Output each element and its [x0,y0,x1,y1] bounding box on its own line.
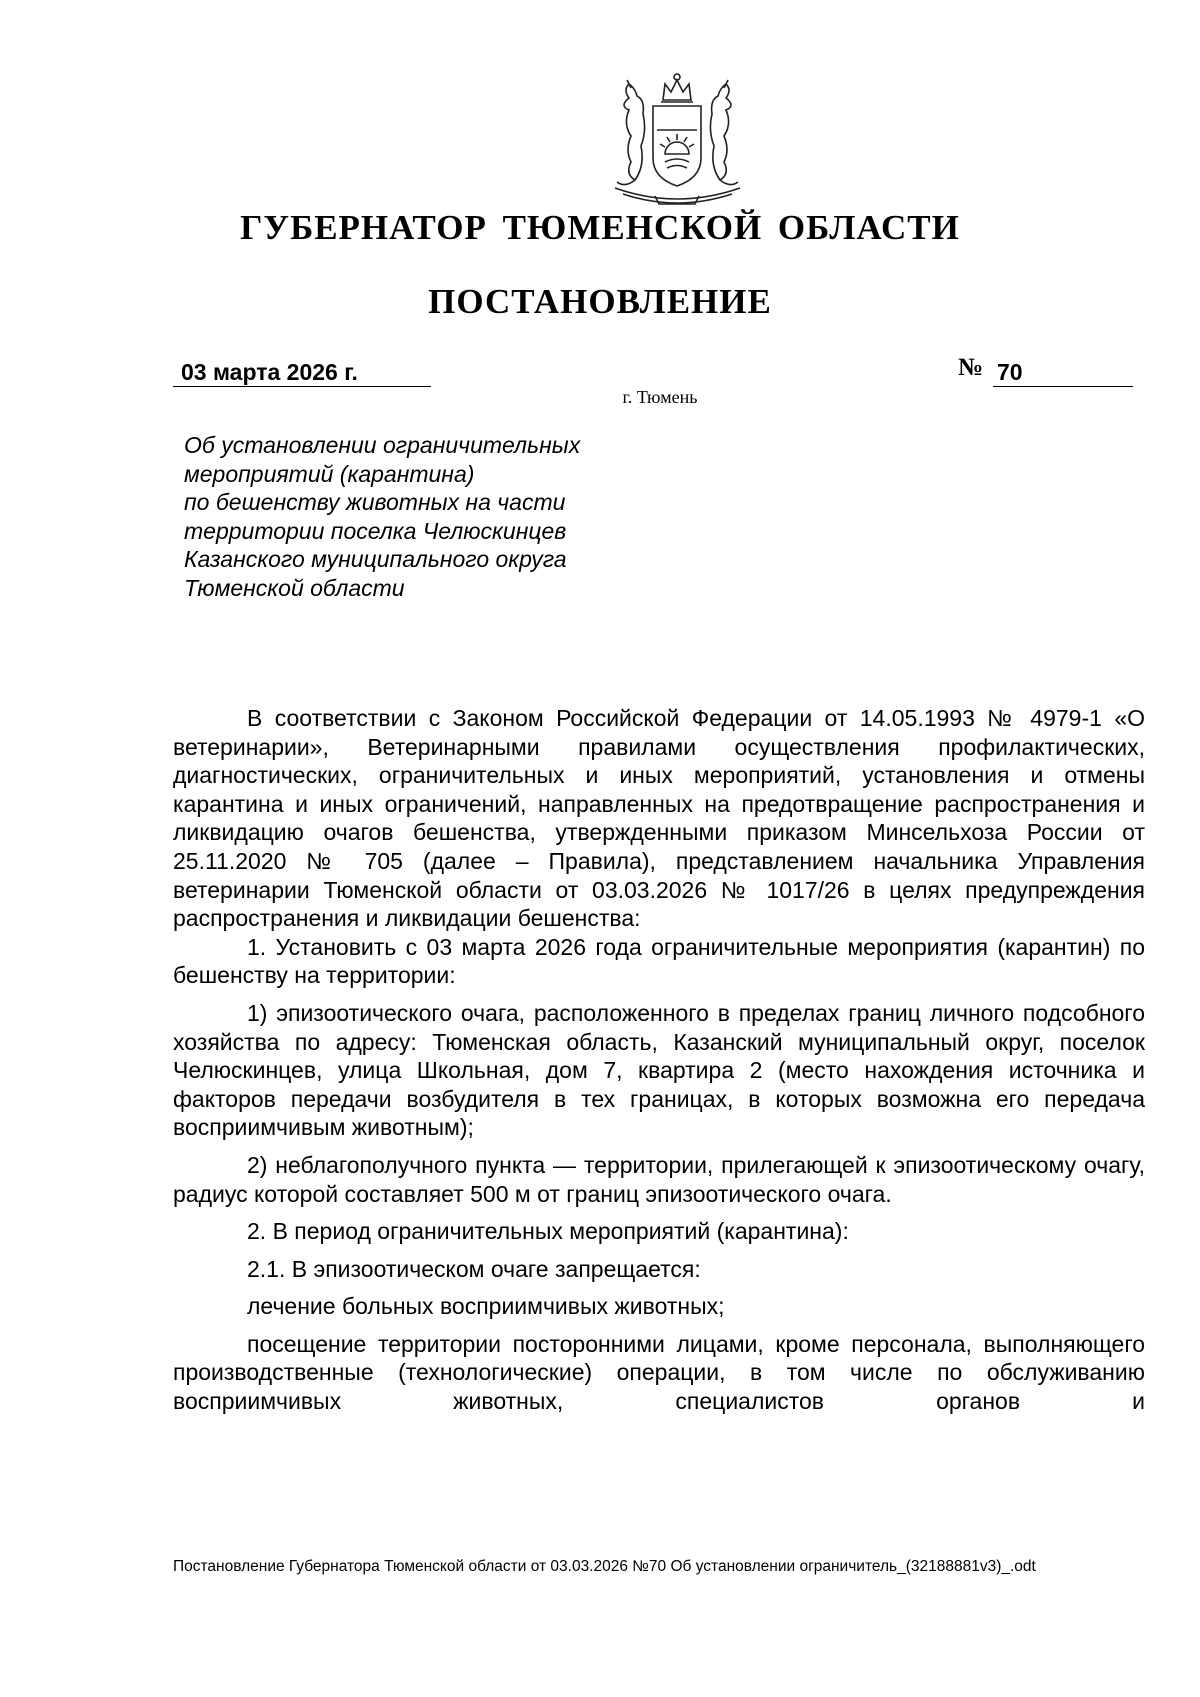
authority-title: ГУБЕРНАТОР ТЮМЕНСКОЙ ОБЛАСТИ [240,208,960,247]
document-body [173,704,1145,1425]
paragraph-item-2: 2. В период ограничительных мероприятий (карантина): [247,1218,849,1245]
document-city: г. Тюмень [622,387,698,407]
subject-line: мероприятий (карантина) [184,460,475,487]
subject-line: Об установлении ограничительных [184,432,581,458]
file-footer: Постановление Губернатора Тюменской области от 03.03.2026 №70 Об установлении ограничитель_(32188881v3)_.odt [173,1558,1036,1575]
paragraph-item-2-1-b: посещение территории посторонними лицами, кроме персонала, выполняющего производственные (технологические) операции, в том числе по обслуживанию восприимчивых животных, специалистов органов и [173,1330,1145,1415]
paragraph-item-1: 1. Установить с 03 марта 2026 года ограничительные мероприятия (карантин) по бешенству на территории: [173,933,1145,989]
document-number: 70 [997,359,1023,385]
number-sign: № [958,354,984,381]
paragraph-item-1-2: 2) неблагополучного пункта — территории, прилегающей к эпизоотическому очагу, радиус которой составляет 500 м от границ эпизоотического очага. [173,1151,1145,1207]
subject-line: по бешенству животных на части [184,489,566,515]
paragraph-item-1-1: 1) эпизоотического очага, расположенного в пределах границ личного подсобного хозяйства по адресу: Тюменская область, Казанский муниципальный округ, поселок Челюскинцев, улица Школьная, дом 7, квартира 2 (место нахождения источника и факторов передачи возбудителя в тех границах, в которых возможна его передача восприимчивым животным); [173,999,1145,1141]
paragraph-item-2-1-a: лечение больных восприимчивых животных; [247,1293,725,1320]
preamble-paragraph: В соответствии с Законом Российской Федерации от 14.05.1993 № 4979-1 «О ветеринарии», Ветеринарными правилами осуществления профилактических, диагностических, ограничительных и иных мероприятий, установления и отмены карантина и иных ограничений, направленных на предотвращение распространения и ликвидацию очагов бешенства, утвержденными приказом Минсельхоза России от 25.11.2020 № 705 (далее – Правила), представлением начальника Управления ветеринарии Тюменской области от 03.03.2026 № 1017/26 в целях предупреждения распространения и ликвидации бешенства: [173,705,1145,932]
subject-line: Тюменской области [184,574,405,601]
subject-line: Казанского муниципального округа [184,546,567,572]
subject-line: территории поселка Челюскинцев [184,517,567,544]
tyumen-oblast-coat-of-arms-icon [595,70,760,212]
number-field [993,354,1133,387]
paragraph-item-2-1: 2.1. В эпизоотическом очаге запрещается: [247,1255,701,1282]
document-subject [184,431,704,602]
document-date: 03 марта 2026 г. [181,359,358,385]
date-field [173,354,431,387]
document-type-title: ПОСТАНОВЛЕНИЕ [428,282,772,321]
